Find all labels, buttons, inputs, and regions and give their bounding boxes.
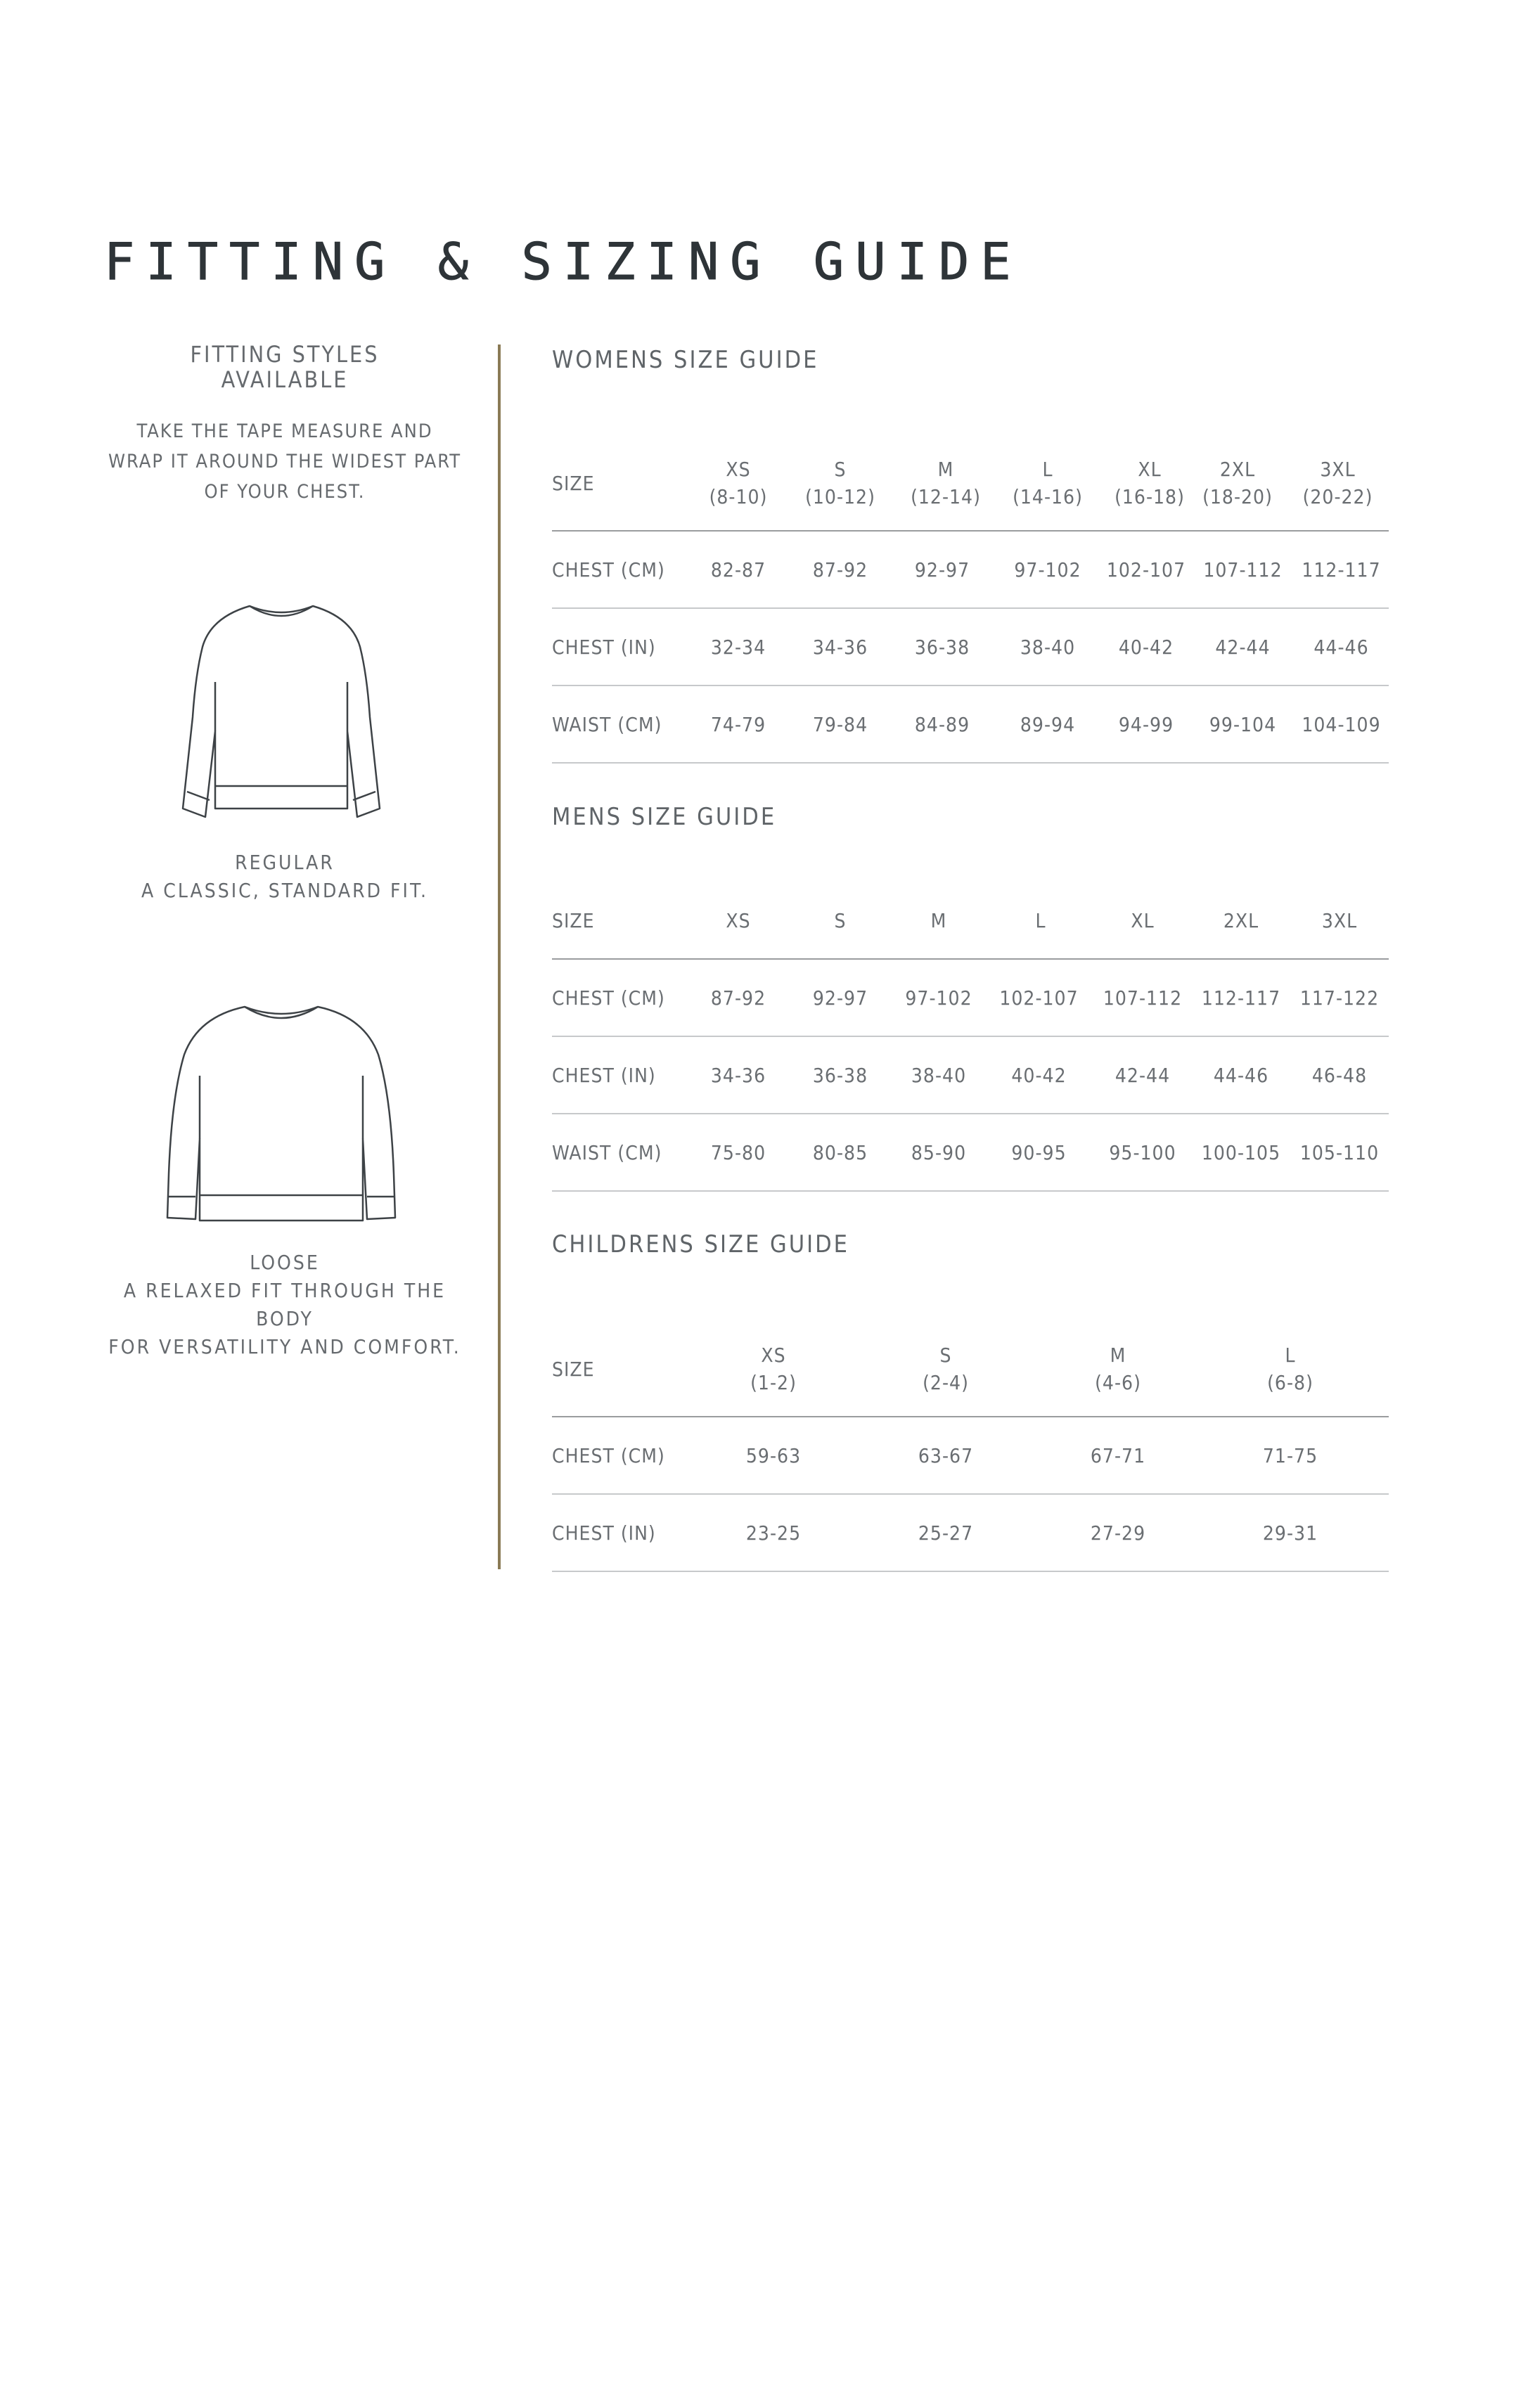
measuring-instructions [105,416,464,507]
table-cell: 92-97 [914,558,970,581]
table-cell: 74-79 [710,712,766,736]
table-row [552,1114,1389,1192]
womens-section-title: WOMENS SIZE GUIDE [552,346,819,374]
table-cell: 97-102 [905,986,972,1010]
table-cell: 75-80 [710,1140,766,1164]
size-range: (4-6) [1095,1371,1141,1394]
table-cell: 107-112 [1203,558,1283,581]
table-cell: 107-112 [1103,986,1183,1010]
regular-sweater-icon [176,598,387,830]
table-cell: 112-117 [1201,986,1281,1010]
table-cell: 87-92 [812,558,868,581]
row-label: CHEST (CM) [552,986,665,1010]
size-header: SIZE [552,908,595,932]
size-column-header: L [1035,908,1046,932]
table-cell: 29-31 [1262,1521,1318,1545]
size-column-header: XS [726,908,751,932]
table-cell: 59-63 [745,1443,802,1467]
table-cell: 38-40 [911,1063,967,1087]
table-cell: 79-84 [812,712,868,736]
table-cell: 40-42 [1011,1063,1067,1087]
table-cell: 112-117 [1302,558,1381,581]
table-cell: 40-42 [1118,635,1174,659]
table-cell: 44-46 [1313,635,1369,659]
size-range: (14-16) [1013,485,1083,508]
table-cell: 46-48 [1311,1063,1368,1087]
row-label: CHEST (IN) [552,1521,656,1545]
table-cell: 117-122 [1299,986,1380,1010]
size-header: SIZE [552,1357,595,1381]
size-name: 3XL [1320,458,1356,481]
table-cell: 32-34 [710,635,766,659]
regular-fit-name: REGULAR [235,851,335,874]
table-cell: 100-105 [1201,1140,1281,1164]
size-name: 2XL [1219,458,1256,481]
table-cell: 25-27 [918,1521,974,1545]
table-cell: 102-107 [1106,558,1186,581]
table-cell: 80-85 [812,1140,868,1164]
table-row [552,609,1389,686]
table-cell: 42-44 [1114,1063,1171,1087]
womens-size-table [552,436,1389,764]
table-cell: 104-109 [1302,712,1381,736]
table-cell: 94-99 [1118,712,1174,736]
table-cell: 34-36 [710,1063,766,1087]
table-cell: 71-75 [1262,1443,1318,1467]
table-cell: 99-104 [1209,712,1277,736]
loose-fit-description-line1: A RELAXED FIT THROUGH THE BODY [123,1279,447,1330]
size-column-header: 3XL [1321,908,1358,932]
size-name: XS [761,1344,786,1367]
size-name: S [939,1344,952,1367]
fitting-styles-heading-line2: AVAILABLE [221,366,349,393]
table-row [552,532,1389,609]
instruction-line-3: OF YOUR CHEST. [204,481,366,503]
table-cell: 102-107 [999,986,1079,1010]
size-column-header [1192,436,1283,530]
table-cell: 84-89 [914,712,970,736]
table-row [552,960,1389,1037]
table-row [552,1495,1389,1572]
size-column-header [1104,436,1195,530]
regular-fit-label [105,849,464,905]
size-column-header: XL [1131,908,1155,932]
size-column-header: 2XL [1223,908,1259,932]
size-range: (2-4) [923,1371,969,1394]
table-cell: 90-95 [1011,1140,1067,1164]
table-header-row [552,1322,1389,1417]
table-cell: 97-102 [1014,558,1081,581]
row-label: WAIST (CM) [552,712,662,736]
size-column-header [1002,436,1093,530]
size-name: L [1285,1344,1296,1367]
regular-fit-description: A CLASSIC, STANDARD FIT. [141,879,428,902]
childrens-section-title: CHILDRENS SIZE GUIDE [552,1230,849,1258]
loose-fit-description-line2: FOR VERSATILITY AND COMFORT. [108,1335,461,1358]
size-column-header [721,1322,826,1416]
size-range: (8-10) [709,485,768,508]
table-cell: 36-38 [914,635,970,659]
row-label: CHEST (IN) [552,635,656,659]
row-label: WAIST (CM) [552,1140,662,1164]
table-cell: 27-29 [1090,1521,1146,1545]
table-cell: 87-92 [710,986,766,1010]
table-cell: 89-94 [1020,712,1076,736]
table-cell: 44-46 [1213,1063,1269,1087]
row-label: CHEST (IN) [552,1063,656,1087]
instruction-line-1: TAKE THE TAPE MEASURE AND [136,420,433,442]
table-header-row [552,436,1389,532]
table-cell: 95-100 [1109,1140,1176,1164]
table-cell: 38-40 [1020,635,1076,659]
mens-section-title: MENS SIZE GUIDE [552,803,777,831]
row-label: CHEST (CM) [552,1443,665,1467]
size-column-header [1290,436,1385,530]
size-range: (1-2) [750,1371,797,1394]
table-row [552,686,1389,764]
size-range: (16-18) [1114,485,1185,508]
column-divider [498,345,501,1569]
table-cell: 92-97 [812,986,868,1010]
size-range: (20-22) [1302,485,1373,508]
row-label: CHEST (CM) [552,558,665,581]
size-column-header [897,436,995,530]
table-row [552,1417,1389,1495]
size-name: S [834,458,847,481]
mens-size-table [552,882,1389,1192]
size-range: (10-12) [805,485,875,508]
size-name: L [1042,458,1053,481]
size-column-header [795,436,886,530]
size-name: M [937,458,954,481]
size-column-header: M [930,908,947,932]
size-name: XS [726,458,751,481]
table-cell: 105-110 [1299,1140,1380,1164]
page-title: FITTING & SIZING GUIDE [104,232,1022,291]
table-cell: 36-38 [812,1063,868,1087]
size-name: XL [1138,458,1162,481]
loose-fit-name: LOOSE [250,1251,320,1274]
table-row [552,1037,1389,1114]
size-column-header: S [834,908,847,932]
size-range: (18-20) [1202,485,1273,508]
size-range: (12-14) [911,485,981,508]
table-cell: 67-71 [1090,1443,1146,1467]
size-header: SIZE [552,471,595,495]
childrens-size-table [552,1322,1389,1572]
size-range: (6-8) [1267,1371,1313,1394]
table-cell: 63-67 [918,1443,974,1467]
fitting-styles-heading-line1: FITTING STYLES [190,341,380,368]
table-cell: 82-87 [710,558,766,581]
size-column-header [1238,1322,1343,1416]
table-cell: 23-25 [745,1521,802,1545]
table-cell: 34-36 [812,635,868,659]
size-column-header [1065,1322,1171,1416]
loose-fit-label [105,1249,464,1361]
table-cell: 42-44 [1215,635,1271,659]
table-header-row [552,882,1389,960]
size-column-header [893,1322,998,1416]
fitting-styles-heading [105,342,464,392]
instruction-line-2: WRAP IT AROUND THE WIDEST PART [108,451,462,472]
table-cell: 85-90 [911,1140,967,1164]
loose-sweater-icon [155,998,408,1230]
size-name: M [1110,1344,1126,1367]
size-column-header [693,436,784,530]
